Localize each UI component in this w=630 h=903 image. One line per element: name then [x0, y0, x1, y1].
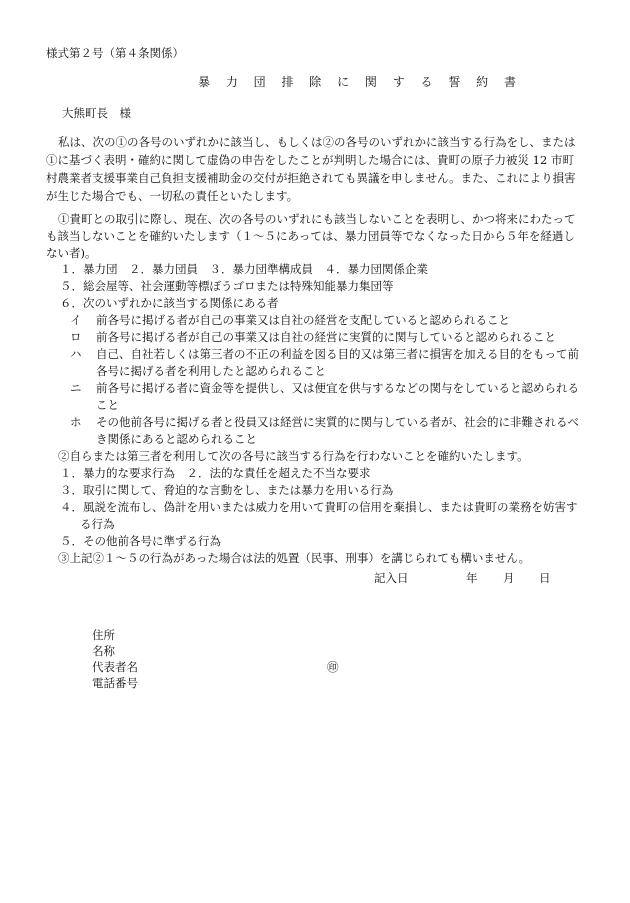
intro-line-4: が生じた場合でも、一切私の責任といたします。	[46, 189, 299, 203]
sub-ho-text-1: その他前各号に掲げる者と役員又は経営に実質的に関与している者が、社会的に非難されるべ	[96, 415, 579, 429]
sub-ro-text: 前各号に掲げる者が自己の事業又は自社の経営に実質的に関与していると認められること	[96, 330, 556, 344]
sub-ro-mark: ロ	[70, 330, 82, 344]
sub-ho-text-2: き関係にあると認められること	[96, 432, 257, 446]
form-number: 様式第２号（第４条関係）	[46, 46, 184, 60]
section1-lead-1: ①貴町との取引に際し、現在、次の各号のいずれにも該当しないことを表明し、かつ将来にわたって	[58, 212, 576, 226]
signature-name-label: 名称	[92, 644, 115, 658]
section1-lead-2: も該当しないことを確約いたします（１～５にあっては、暴力団員等でなくなった日から５年を経過し	[46, 229, 575, 243]
sub-ni-text-2: こと	[96, 398, 119, 412]
sub-i-mark: イ	[70, 313, 82, 327]
sub-ni-mark: ニ	[70, 381, 82, 395]
sub-ho-mark: ホ	[70, 415, 82, 429]
date-label: 記入日	[374, 571, 409, 585]
signature-address-label: 住所	[92, 628, 115, 642]
date-month: 月	[503, 571, 515, 585]
addressee: 大熊町長 様	[62, 106, 131, 120]
document-title: 暴 力 団 排 除 に 関 す る 誓 約 書	[198, 75, 522, 89]
sub-i-text: 前各号に掲げる者が自己の事業又は自社の経営を支配していると認められること	[96, 313, 510, 327]
intro-line-2: ①に基づく表明・確約に関して虚偽の申告をしたことが判明した場合には、貴町の原子力被災 12 市町	[46, 153, 574, 167]
sub-ha-mark: ハ	[70, 347, 82, 361]
section2-items-1-2: １．暴力的な要求行為 ２．法的な責任を超えた不当な要求	[60, 466, 371, 480]
section1-lead-3: ない者)。	[46, 246, 97, 260]
section3-text: ③上記②１～５の行為があった場合は法的処置（民事、刑事）を講じられても構いません。	[58, 551, 531, 565]
section1-item-6: ６．次のいずれかに該当する関係にある者	[60, 296, 279, 310]
sub-ha-text-2: 各号に掲げる者を利用したと認められること	[96, 364, 326, 378]
section2-item-4-line-1: ４．風説を流布し、偽計を用いまたは威力を用いて貴町の信用を棄損し、または貴町の業務を妨害す	[60, 500, 578, 514]
signature-phone-label: 電話番号	[92, 676, 138, 690]
date-year: 年	[466, 571, 478, 585]
signature-representative-label: 代表者名	[92, 660, 138, 674]
section2-item-3: ３．取引に関して、脅迫的な言動をし、または暴力を用いる行為	[60, 483, 394, 497]
section2-item-5: ５．その他前各号に準ずる行為	[60, 534, 221, 548]
section1-item-5: ５．総会屋等、社会運動等標ぼうゴロまたは特殊知能暴力集団等	[60, 279, 394, 293]
seal-mark: ㊞	[327, 660, 339, 674]
intro-line-1: 私は、次の①の各号のいずれかに該当し、もしくは②の各号のいずれかに該当する行為をし、または	[58, 135, 576, 149]
sub-ha-text-1: 自己、自社若しくは第三者の不正の利益を図る目的又は第三者に損害を加える目的をもって前	[96, 347, 579, 361]
sub-ni-text-1: 前各号に掲げる者に資金等を提供し、又は便宜を供与するなどの関与をしていると認められる	[96, 381, 579, 395]
section1-items-1-4: １．暴力団 ２．暴力団員 ３．暴力団準構成員 ４．暴力団関係企業	[60, 262, 428, 276]
intro-line-3: 村農業者支援事業自己負担支援補助金の交付が拒絶されても異議を申しません。また、これにより損害	[46, 171, 576, 185]
date-day: 日	[539, 571, 551, 585]
section2-item-4-line-2: る行為	[80, 517, 115, 531]
section2-lead: ②自らまたは第三者を利用して次の各号に該当する行為を行わないことを確約いたします。	[58, 449, 529, 463]
